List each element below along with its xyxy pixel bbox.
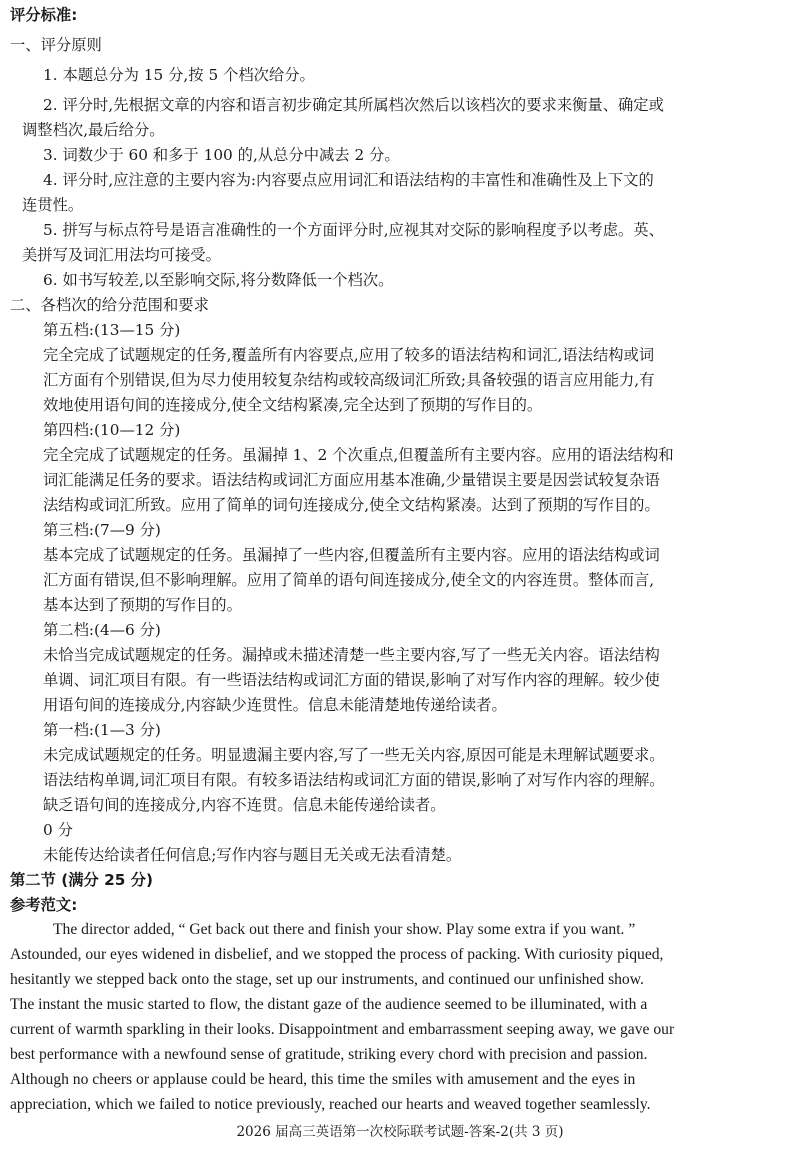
rule-5: 5. 拼写与标点符号是语言准确性的一个方面评分时,应视其对交际的影响程度予以考虑。英、 xyxy=(43,221,664,239)
level-5-text: 汇方面有个别错误,但为尽力使用较复杂结构或较高级词汇所致;具备较强的语言应用能力,有 xyxy=(43,371,655,389)
page-footer: 2026 届高三英语第一次校际联考试题-答案-2(共 3 页) xyxy=(236,1124,564,1140)
level-4-text: 词汇能满足任务的要求。语法结构或词汇方面应用基本准确,少量错误主要是因尝试较复杂语 xyxy=(43,471,660,489)
sample-essay-title: 参考范文: xyxy=(10,896,78,914)
sample-essay-line: appreciation, which we failed to notice previously, reached our hearts and weaved together seamlessly. xyxy=(10,1096,651,1113)
sample-essay-line: The director added, “ Get back out there and finish your show. Play some extra if you want. ” xyxy=(53,921,636,938)
level-5-text: 完全完成了试题规定的任务,覆盖所有内容要点,应用了较多的语法结构和词汇,语法结构或词 xyxy=(43,346,655,364)
section-2-title: 第二节 (满分 25 分) xyxy=(10,871,154,889)
rule-6: 6. 如书写较差,以至影响交际,将分数降低一个档次。 xyxy=(43,271,394,289)
level-1-text: 缺乏语句间的连接成分,内容不连贯。信息未能传递给读者。 xyxy=(43,796,446,814)
scoring-heading: 评分标准: xyxy=(10,6,78,24)
level-5-text: 效地使用语句间的连接成分,使全文结构紧凑,完全达到了预期的写作目的。 xyxy=(43,396,543,414)
sample-essay-line: Although no cheers or applause could be heard, this time the smiles with amusement and the eyes in xyxy=(10,1071,636,1088)
level-2-text: 单调、词汇项目有限。有一些语法结构或词汇方面的错误,影响了对写作内容的理解。较少使 xyxy=(43,671,660,689)
level-2-title: 第二档:(4—6 分) xyxy=(43,621,161,639)
level-1-title: 第一档:(1—3 分) xyxy=(43,721,161,739)
level-3-title: 第三档:(7—9 分) xyxy=(43,521,161,539)
level-1-text: 语法结构单调,词汇项目有限。有较多语法结构或词汇方面的错误,影响了对写作内容的理解。 xyxy=(43,771,665,789)
rule-1: 1. 本题总分为 15 分,按 5 个档次给分。 xyxy=(43,66,315,84)
level-2-text: 用语句间的连接成分,内容缺少连贯性。信息未能清楚地传递给读者。 xyxy=(43,696,507,714)
level-0-title: 0 分 xyxy=(43,821,73,839)
section-scoring-principles-title: 一、评分原则 xyxy=(10,36,102,54)
rule-2-cont: 调整档次,最后给分。 xyxy=(22,121,165,139)
sample-essay-line: The instant the music started to flow, the distant gaze of the audience seemed to be illuminated, with a xyxy=(10,996,648,1013)
level-4-text: 完全完成了试题规定的任务。虽漏掉 1、2 个次重点,但覆盖所有主要内容。应用的语法结构和 xyxy=(43,446,674,464)
level-3-text: 基本完成了试题规定的任务。虽漏掉了一些内容,但覆盖所有主要内容。应用的语法结构或词 xyxy=(43,546,660,564)
level-4-text: 法结构或词汇所致。应用了简单的词句连接成分,使全文结构紧凑。达到了预期的写作目的。 xyxy=(43,496,660,514)
sample-essay-line: hesitantly we stepped back onto the stage, set up our instruments, and continued our unfinished show. xyxy=(10,971,644,988)
level-3-text: 汇方面有错误,但不影响理解。应用了简单的语句间连接成分,使全文的内容连贯。整体而言, xyxy=(43,571,655,589)
level-3-text: 基本达到了预期的写作目的。 xyxy=(43,596,242,614)
sample-essay-line: current of warmth sparkling in their looks. Disappointment and embarrassment seeping away, we gave our xyxy=(10,1021,675,1038)
rule-3: 3. 词数少于 60 和多于 100 的,从总分中减去 2 分。 xyxy=(43,146,400,164)
rule-2: 2. 评分时,先根据文章的内容和语言初步确定其所属档次然后以该档次的要求来衡量、确定或 xyxy=(43,96,664,114)
rule-4-cont: 连贯性。 xyxy=(22,196,84,214)
level-2-text: 未恰当完成试题规定的任务。漏掉或未描述清楚一些主要内容,写了一些无关内容。语法结构 xyxy=(43,646,660,664)
level-1-text: 未完成试题规定的任务。明显遗漏主要内容,写了一些无关内容,原因可能是未理解试题要求。 xyxy=(43,746,665,764)
level-4-title: 第四档:(10—12 分) xyxy=(43,421,181,439)
rule-5-cont: 美拼写及词汇用法均可接受。 xyxy=(22,246,221,264)
sample-essay-line: Astounded, our eyes widened in disbelief, and we stopped the process of packing. With curiosity piqued, xyxy=(10,946,664,963)
level-0-text: 未能传达给读者任何信息;写作内容与题目无关或无法看清楚。 xyxy=(43,846,462,864)
section-levels-title: 二、各档次的给分范围和要求 xyxy=(10,296,209,314)
sample-essay-line: best performance with a newfound sense of gratitude, striking every chord with precision and passion. xyxy=(10,1046,648,1063)
rule-4: 4. 评分时,应注意的主要内容为:内容要点应用词汇和语法结构的丰富性和准确性及上下文的 xyxy=(43,171,654,189)
level-5-title: 第五档:(13—15 分) xyxy=(43,321,181,339)
